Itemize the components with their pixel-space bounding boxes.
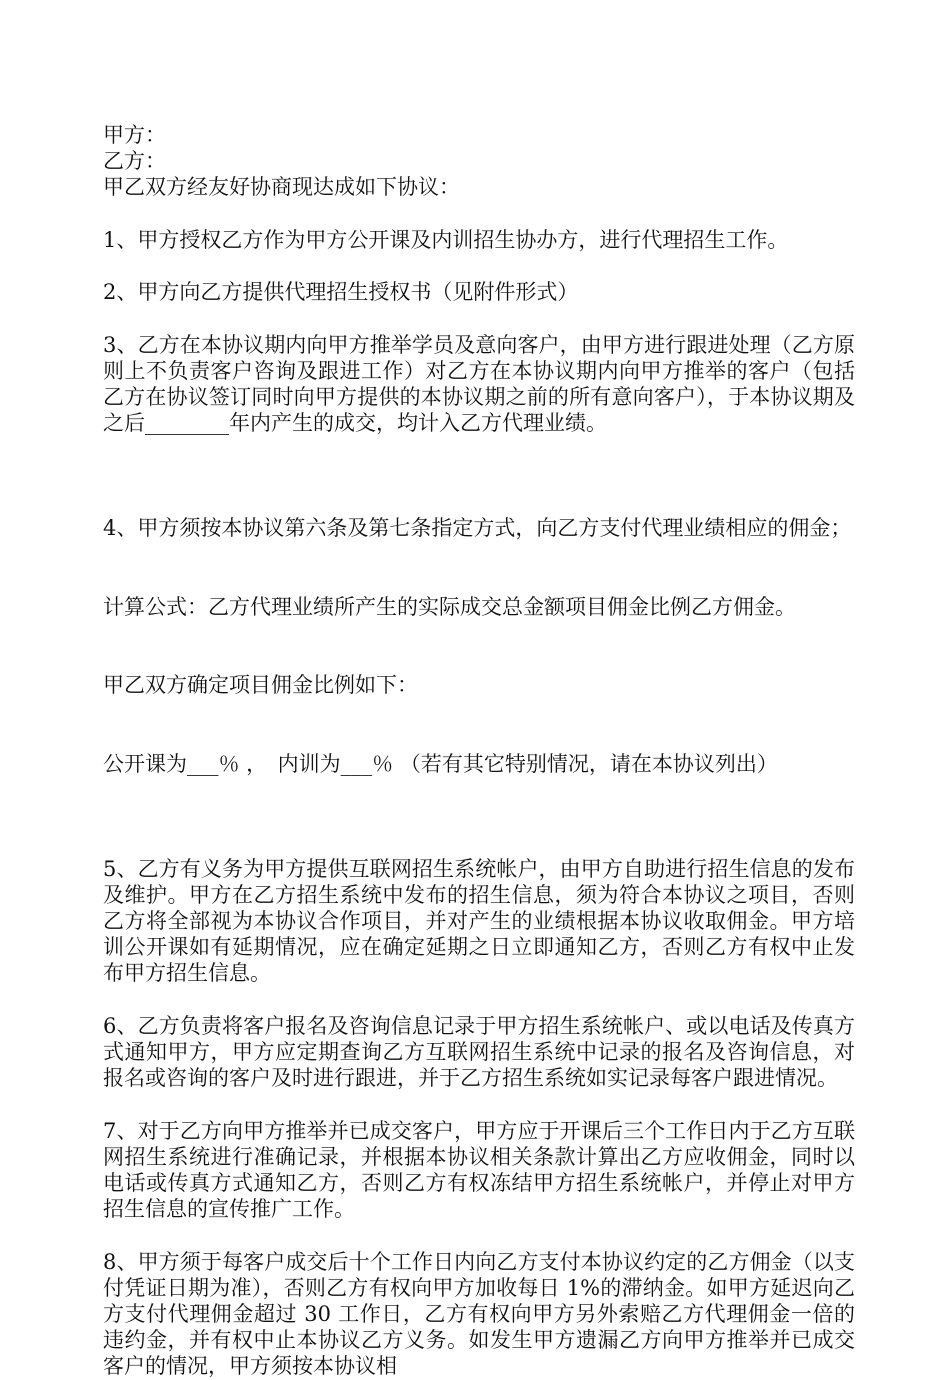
- clause-2: 2、甲方向乙方提供代理招生授权书（见附件形式）: [103, 280, 579, 305]
- clause-3: 3、乙方在本协议期内向甲方推举学员及意向客户，由甲方进行跟进处理（乙方原则上不负责客户咨询及跟进工作）对乙方在本协议期内向甲方推举的客户（包括乙方在协议签订同时向甲方提供的本协议期之前的所有意向客户），于本协议期及之后________年内产生的成交，均计入乙方代理业绩。: [103, 332, 855, 436]
- clause-5: 5、乙方有义务为甲方提供互联网招生系统帐户，由甲方自助进行招生信息的发布及维护。甲方在乙方招生系统中发布的招生信息，须为符合本协议之项目，否则乙方将全部视为本协议合作项目，并对产生的业绩根据本协议收取佣金。甲方培训公开课如有延期情况，应在确定延期之日立即通知乙方，否则乙方有权中止发布甲方招生信息。: [103, 856, 855, 986]
- clause-4-main: 4、甲方须按本协议第六条及第七条指定方式，向乙方支付代理业绩相应的佣金；: [103, 515, 852, 540]
- clause-4-ratio-line: 公开课为___％ ， 内训为___％ （若有其它特别情况，请在本协议列出）: [103, 751, 778, 776]
- clause-4: [103, 463, 855, 830]
- clause-6: 6、乙方负责将客户报名及咨询信息记录于甲方招生系统帐户、或以电话及传真方式通知甲方，甲方应定期查询乙方互联网招生系统中记录的报名及咨询信息，对报名或咨询的客户及时进行跟进，并于乙方招生系统如实记录每客户跟进情况。: [103, 1013, 855, 1091]
- clause-7: 7、对于乙方向甲方推举并已成交客户，甲方应于开课后三个工作日内于乙方互联网招生系统进行准确记录，并根据本协议相关条款计算出乙方应收佣金，同时以电话或传真方式通知乙方，否则乙方有权冻结甲方招生系统帐户，并停止对甲方招生信息的宣传推广工作。: [103, 1118, 855, 1222]
- clause-1: 1、甲方授权乙方作为甲方公开课及内训招生协办方，进行代理招生工作。: [103, 227, 789, 252]
- agreement-document: [103, 122, 855, 1380]
- agreement-intro: 甲乙双方经友好协商现达成如下协议：: [103, 175, 460, 200]
- clause-4-formula: 计算公式：乙方代理业绩所产生的实际成交总金额项目佣金比例乙方佣金。: [103, 594, 796, 619]
- clause-8: 8、甲方须于每客户成交后十个工作日内向乙方支付本协议约定的乙方佣金（以支付凭证日期为准），否则乙方有权向甲方加收每日 1%的滞纳金。如甲方延迟向乙方支付代理佣金超过 30 工作日，乙方有权向甲方另外索赔乙方代理佣金一倍的违约金，并有权中止本协议乙方义务。如发生甲方遗漏乙方向甲方推举并已成交客户的情况，甲方须按本协议相: [103, 1249, 855, 1379]
- party-b-label: 乙方：: [103, 149, 166, 174]
- party-a-label: 甲方：: [103, 123, 166, 147]
- clause-4-ratio-intro: 甲乙双方确定项目佣金比例如下：: [103, 673, 418, 698]
